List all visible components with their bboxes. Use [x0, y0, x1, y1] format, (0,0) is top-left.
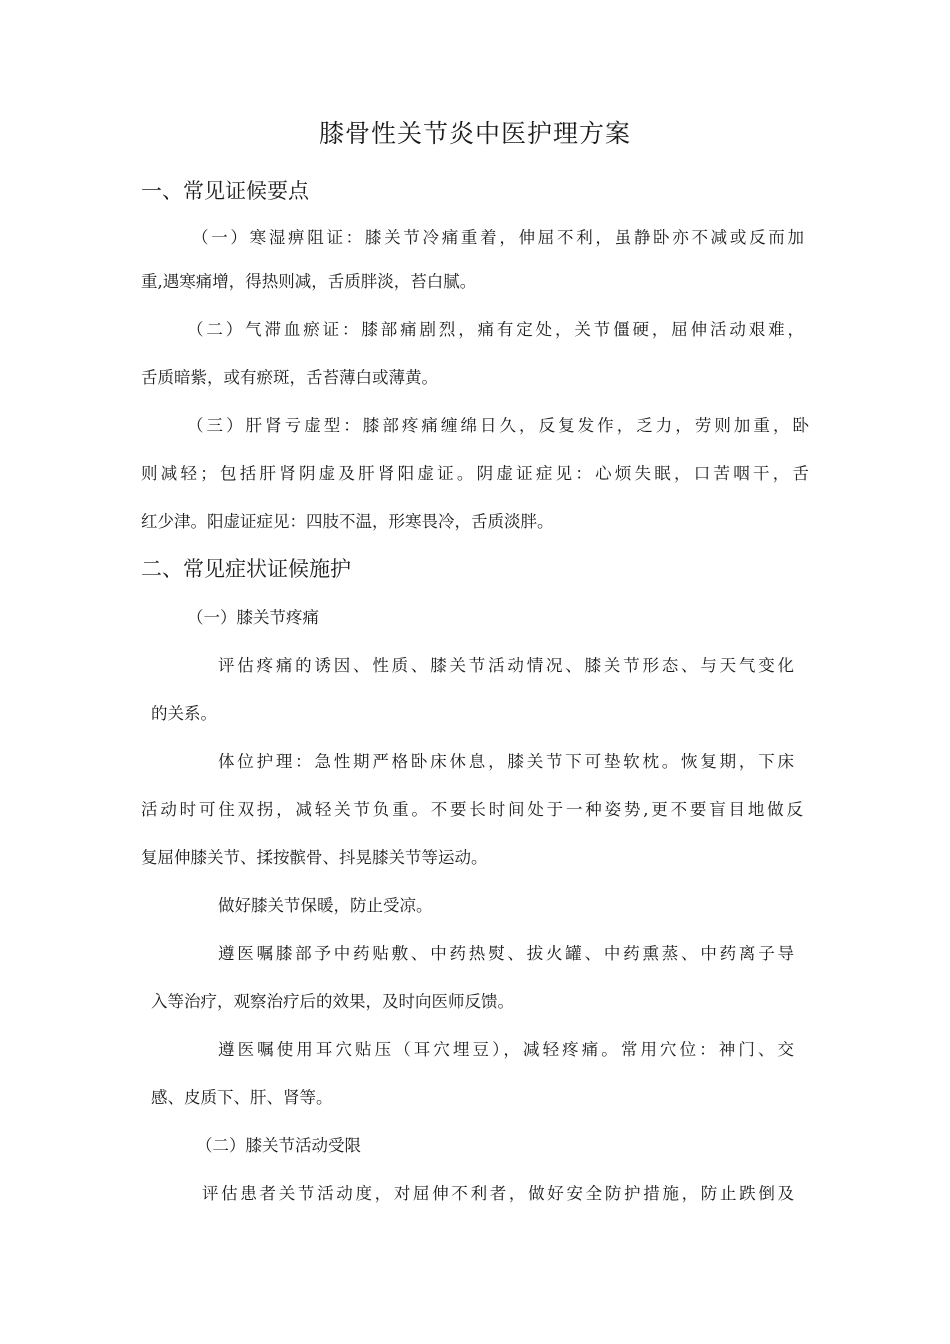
paragraph-line: 评估患者关节活动度，对屈伸不利者，做好安全防护措施，防止跌倒及 [202, 1184, 794, 1203]
paragraph-line: 感、皮质下、肝、肾等。 [151, 1088, 333, 1107]
paragraph-line: 红少津。阳虚证症见：四肢不温，形寒畏冷，舌质淡胖。 [141, 512, 554, 531]
subheading: （一）膝关节疼痛 [187, 608, 319, 627]
paragraph-line: 遵医嘱使用耳穴贴压（耳穴埋豆），减轻疼痛。常用穴位：神门、交 [218, 1040, 794, 1059]
paragraph-line: （二）气滞血瘀证：膝部痛剧烈，痛有定处，关节僵硬，屈伸活动艰难， [187, 320, 804, 339]
paragraph-line: 入等治疗，观察治疗后的效果，及时向医师反馈。 [151, 992, 514, 1011]
subheading: （二）膝关节活动受限 [196, 1136, 361, 1155]
section-heading-2: 二、常见症状证候施护 [141, 557, 351, 581]
paragraph-line: 复屈伸膝关节、揉按髌骨、抖晃膝关节等运动。 [141, 848, 488, 867]
paragraph-line: 舌质暗紫，或有瘀斑，舌苔薄白或薄黄。 [141, 368, 438, 387]
paragraph-line: 则减轻；包括肝肾阴虚及肝肾阳虚证。阴虚证症见：心烦失眠，口苦咽干，舌 [141, 464, 809, 483]
paragraph-line: 重,遇寒痛增，得热则减，舌质胖淡，苔白腻。 [141, 272, 477, 291]
paragraph-line: 遵医嘱膝部予中药贴敷、中药热熨、拔火罐、中药熏蒸、中药离子导 [218, 944, 794, 963]
paragraph-line: 的关系。 [151, 704, 217, 723]
paragraph-line: 活动时可住双拐，减轻关节负重。不要长时间处于一种姿势,更不要盲目地做反 [141, 800, 803, 819]
paragraph-line: （一）寒湿痹阻证：膝关节冷痛重着，伸屈不利，虽静卧亦不减或反而加 [192, 228, 804, 247]
section-heading-1: 一、常见证候要点 [141, 179, 309, 203]
document-title: 膝骨性关节炎中医护理方案 [318, 119, 631, 148]
paragraph-line: （三）肝肾亏虚型：膝部疼痛缠绵日久，反复发作，乏力，劳则加重，卧 [187, 416, 809, 435]
paragraph-line: 做好膝关节保暖，防止受凉。 [218, 896, 433, 915]
paragraph-line: 评估疼痛的诱因、性质、膝关节活动情况、膝关节形态、与天气变化 [218, 656, 794, 675]
paragraph-line: 体位护理：急性期严格卧床休息，膝关节下可垫软枕。恢复期，下床 [218, 752, 794, 771]
